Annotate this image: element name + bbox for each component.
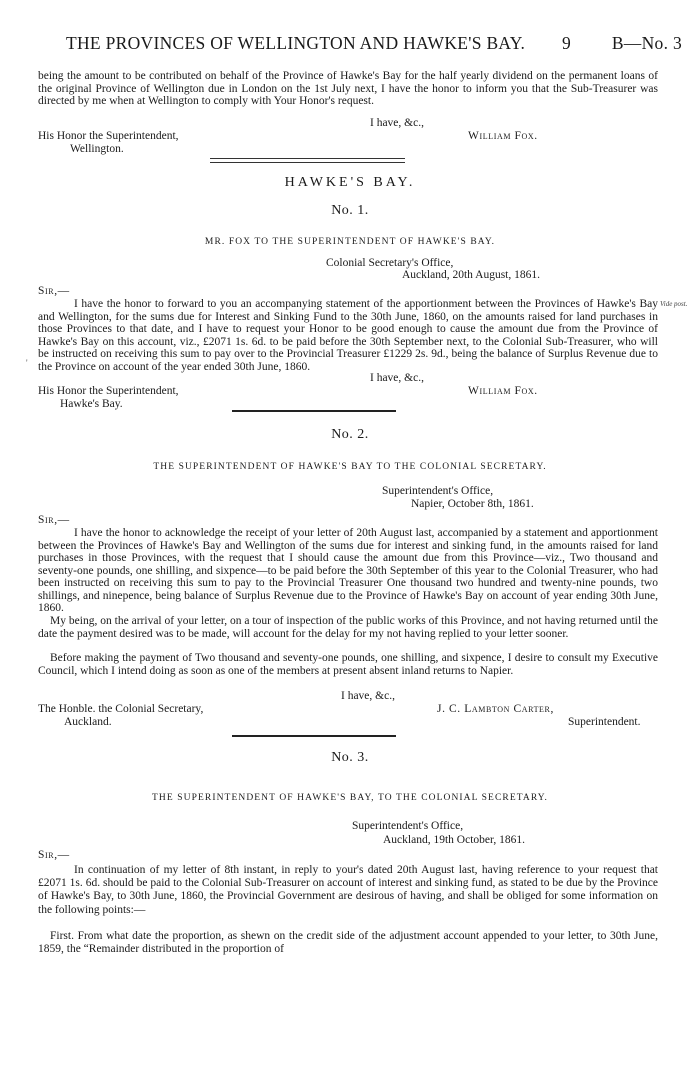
letter2-body-paragraph2: My being, on the arrival of your letter, on a tour of inspection of the public works of this Province, and not having returned until the date the payment desired was to be made, will account for the delay for my not having replied to your letter sooner. <box>38 615 658 640</box>
margin-tick-mark: ' <box>26 358 28 368</box>
letter3-number: No. 3. <box>331 750 369 765</box>
intro-closing: I have, &c., <box>370 117 424 129</box>
letter1-body: I have the honor to forward to you an accompanying statement of the apportionment between the Provinces of Hawke's Bay and Wellington, for the sums due for Interest and Sinking Fund to the 30th June, 1860, on the amounts raised for land purchases in those Provinces to that date, and I have to request your Honor to be good enough to cause the amount due from the Province of Hawke's Bay on this account, viz., £2071 1s. 6d. to be paid before the 30th September next, to the Colonial Sub-Treasurer, who will be instructed on receiving this sum to pay over to the Provincial Treasurer £1229 2s. 9d., being the balance of Surplus Revenue due to the Province on account of the year ended 30th June, 1860. <box>38 298 658 373</box>
letter1-number: No. 1. <box>331 203 369 218</box>
letter1-place-date: Auckland, 20th August, 1861. <box>402 269 540 281</box>
letter2-addressee-line1: The Honble. the Colonial Secretary, <box>38 703 204 715</box>
letter1-addressee-line1: His Honor the Superintendent, <box>38 385 179 397</box>
letter-separator-rule <box>232 735 396 737</box>
letter2-signature: J. C. Lambton Carter, <box>437 703 554 715</box>
letter1-addressee-line2: Hawke's Bay. <box>60 398 123 410</box>
letter3-body-paragraph2: First. From what date the proportion, as shewn on the credit side of the adjustment account appended to your letter, to 30th June, 1859, the “Remainder distributed in the proportion of <box>38 930 658 956</box>
intro-signature: William Fox. <box>468 130 538 142</box>
letter2-salutation: Sir,— <box>38 514 70 526</box>
intro-paragraph: being the amount to be contributed on behalf of the Province of Hawke's Bay for the half yearly dividend on the permanent loans of the original Province of Wellington due in London on the 1st July next, I have the honor to inform you that the Sub-Treasurer was directed by me when at Wellington to comply with Your Honor's request. <box>38 70 658 107</box>
letter3-salutation: Sir,— <box>38 849 70 861</box>
letter1-salutation: Sir,— <box>38 285 70 297</box>
page-number: 9 <box>562 33 572 53</box>
running-header <box>60 33 682 55</box>
intro-addressee-line1: His Honor the Superintendent, <box>38 130 179 142</box>
letter2-number: No. 2. <box>331 427 369 442</box>
document-reference: B—No. 3 <box>611 33 682 53</box>
section-rule <box>210 158 405 163</box>
letter1-heading: MR. FOX TO THE SUPERINTENDENT OF HAWKE'S BAY. <box>204 237 496 247</box>
letter2-addressee-line2: Auckland. <box>64 716 112 728</box>
letter2-office: Superintendent's Office, <box>382 485 494 497</box>
intro-addressee-line2: Wellington. <box>70 143 124 155</box>
letter3-office: Superintendent's Office, <box>352 820 464 832</box>
letter-separator-rule <box>232 410 396 412</box>
letter1-office: Colonial Secretary's Office, <box>326 257 454 269</box>
letter3-place-date: Auckland, 19th October, 1861. <box>383 834 525 846</box>
header-title: THE PROVINCES OF WELLINGTON AND HAWKE'S BAY. <box>66 33 526 53</box>
letter2-heading: THE SUPERINTENDENT OF HAWKE'S BAY TO THE COLONIAL SECRETARY. <box>153 462 547 472</box>
letter3-heading: THE SUPERINTENDENT OF HAWKE'S BAY, TO THE COLONIAL SECRETARY. <box>152 793 548 803</box>
letter2-body-paragraph1: I have the honor to acknowledge the receipt of your letter of 20th August last, accompanied by a statement and apportionment between the Provinces of Hawke's Bay and Wellington of the sums due for interest and sinking fund, in the amounts raised for land purchases in those Provinces, with the request that I should cause the amount due from this Province—viz., Two thousand and seventy-one pounds, one shilling, and sixpence—to be paid before the 30th September of this year to the Colonial Treasurer, who had been instructed on receiving this sum to pay to the Provincial Treasurer One thousand two hundred and twenty-nine pounds, two shillings, and ninepence, being balance of Surplus Revenue due to the Province of Hawke's Bay on account of year ending 30th June, 1860. <box>38 527 658 614</box>
letter1-margin-note: Vide post. <box>660 300 688 308</box>
letter2-body-paragraph3: Before making the payment of Two thousand and seventy-one pounds, one shilling, and sixpence, I desire to consult my Executive Council, which I intend doing as soon as one of the members at present absent inland returns to Napier. <box>38 652 658 677</box>
letter1-closing: I have, &c., <box>370 372 424 384</box>
section-title: HAWKE'S BAY. <box>284 175 416 190</box>
letter2-closing: I have, &c., <box>341 690 395 702</box>
letter2-place-date: Napier, October 8th, 1861. <box>411 498 534 510</box>
letter1-signature: William Fox. <box>468 385 538 397</box>
letter2-signature-title: Superintendent. <box>568 716 641 728</box>
letter3-body-paragraph1: In continuation of my letter of 8th instant, in reply to your's dated 20th August last, having reference to your request that £2071 1s. 6d. should be paid to the Colonial Sub-Treasurer on account of interest and sinking fund, as stated to be due by the Province of Hawke's Bay, to 30th June, 1860, the Provincial Government are desirous of having, and shall be obliged for some information on the following points:— <box>38 864 658 916</box>
